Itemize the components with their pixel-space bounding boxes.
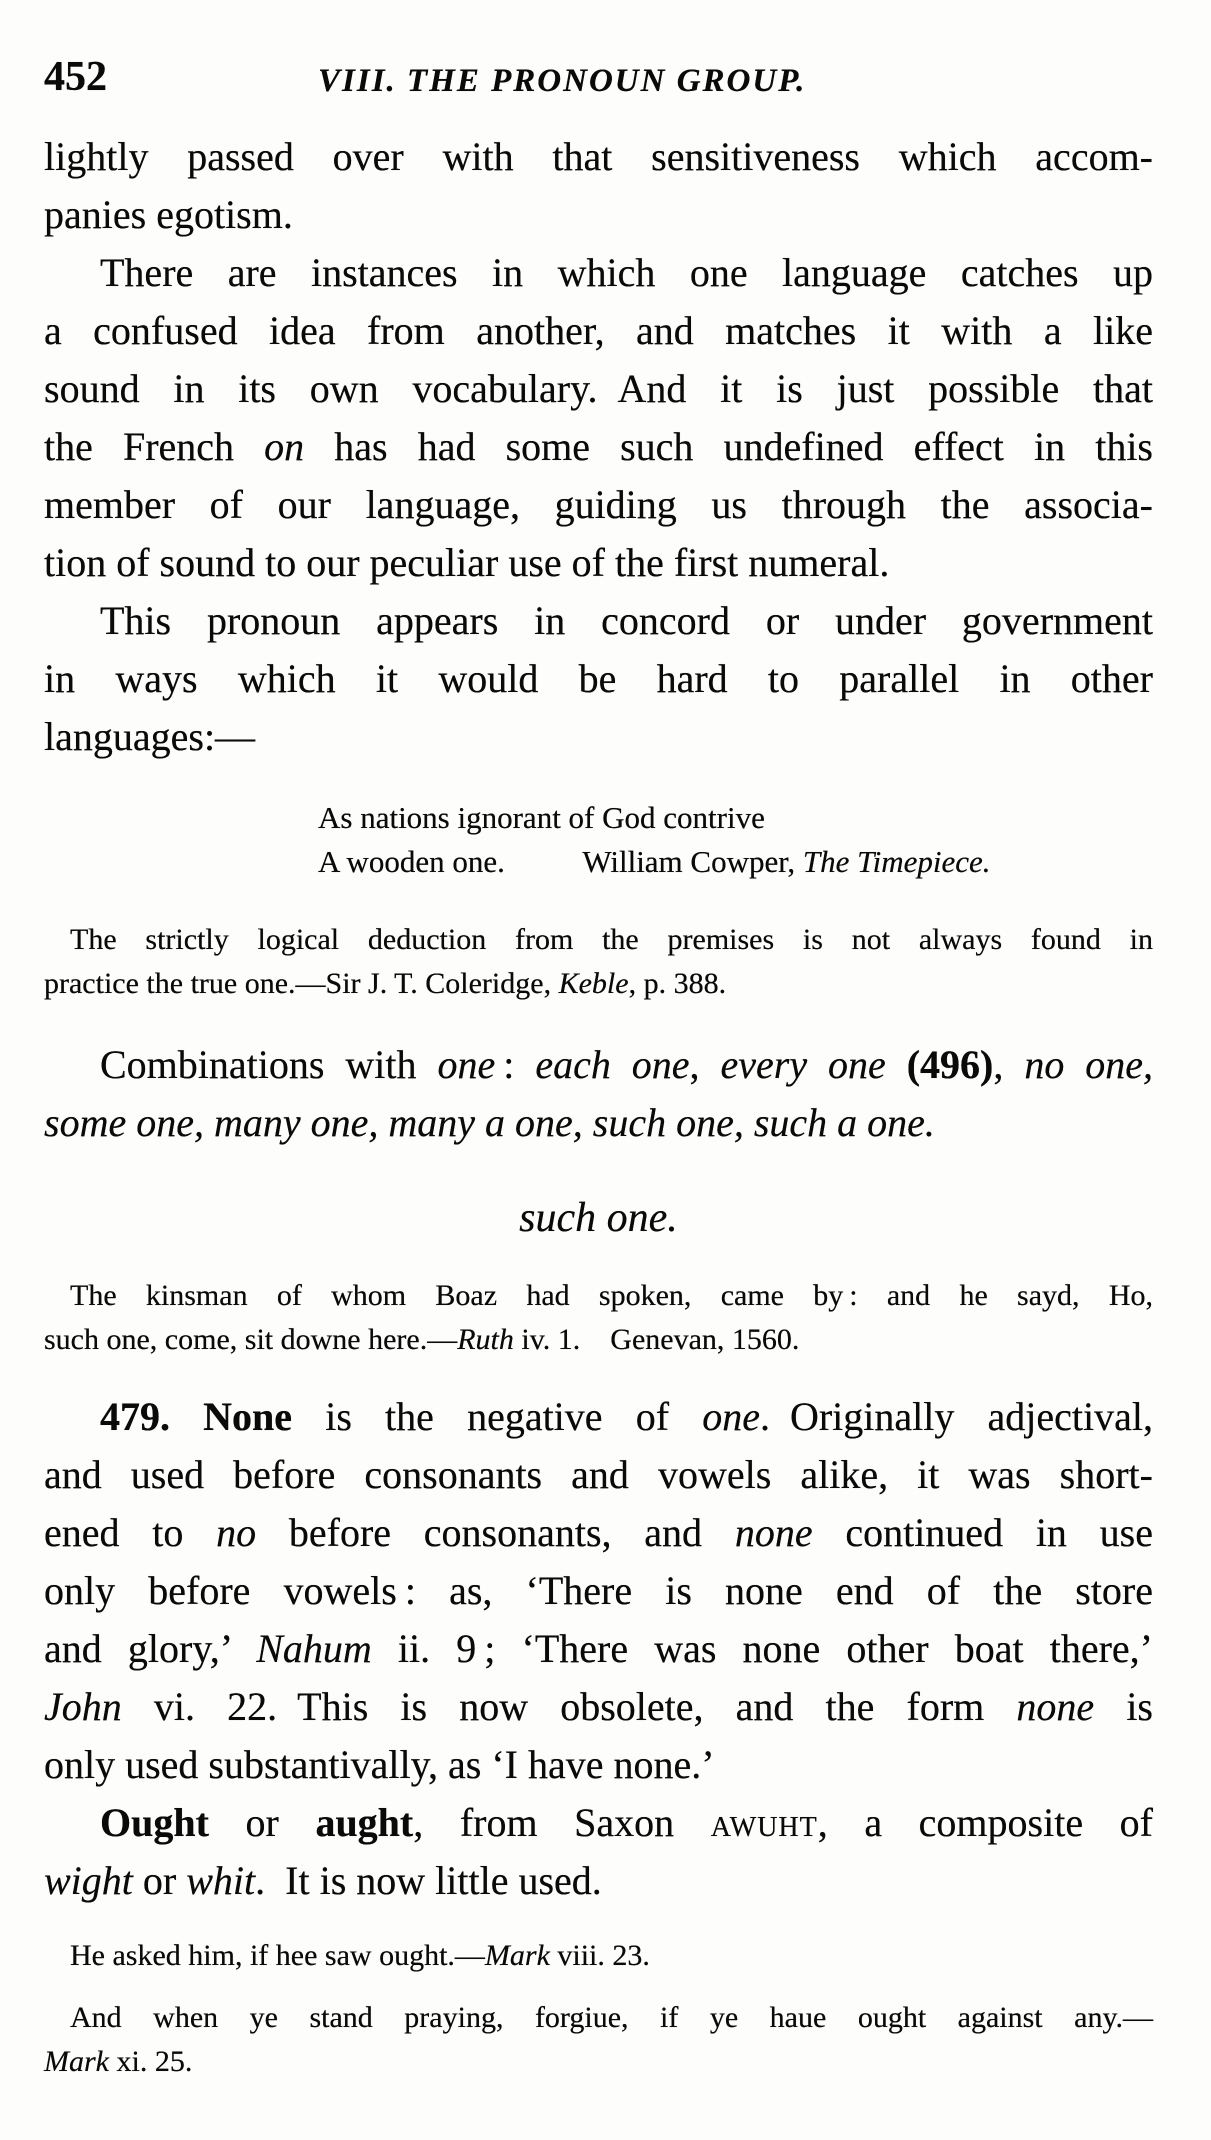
text-line: And when ye stand praying, forgiue, if ye haue ought against any.— (70, 2001, 1153, 2034)
text-line: The kinsman of whom Boaz had spoken, came by : and he sayd, Ho, (70, 1279, 1153, 1312)
text-line: only before vowels : as, ‘There is none end of the store (44, 1568, 1153, 1613)
text-line: The strictly logical deduction from the premises is not always found in (70, 923, 1153, 956)
text-line: practice the true one.—Sir J. T. Coleridge, Keble, p. 388. (44, 967, 727, 1000)
verse-quote-cowper (318, 796, 1153, 884)
running-title: VIII. THE PRONOUN GROUP. (318, 63, 807, 99)
quote-mark-xi (44, 1996, 1153, 2084)
paragraph-combinations-with-one (44, 1036, 1153, 1152)
text-line: some one, many one, many a one, such one, such a one. (44, 1100, 935, 1145)
text-line: This pronoun appears in concord or under government (100, 598, 1153, 643)
paragraph-language-catches (44, 244, 1153, 592)
text-line: languages:— (44, 714, 256, 759)
text-line: and glory,’ Nahum ii. 9 ; ‘There was none other boat there,’ (44, 1626, 1153, 1671)
text-line: only used substantivally, as ‘I have none.’ (44, 1742, 715, 1787)
text-line: sound in its own vocabulary. And it is just possible that (44, 366, 1153, 411)
subheading-such-one (44, 1194, 1153, 1242)
text-line: lightly passed over with that sensitiveness which accom- (44, 134, 1153, 179)
text-line: He asked him, if hee saw ought.—Mark viii. 23. (70, 1939, 650, 1972)
text-line: Ought or aught, from Saxon awuht, a composite of (100, 1800, 1153, 1845)
text-line: and used before consonants and vowels alike, it was short- (44, 1452, 1153, 1497)
text-line: As nations ignorant of God contrive (318, 800, 765, 835)
text-line: panies egotism. (44, 192, 293, 237)
quote-ruth-genevan (44, 1274, 1153, 1362)
text-line: There are instances in which one language catches up (100, 250, 1153, 295)
text-line: A wooden one. William Cowper, The Timepiece. (318, 844, 991, 879)
text-line: member of our language, guiding us through the associa- (44, 482, 1153, 527)
page-body (0, 128, 1211, 2084)
text-line: tion of sound to our peculiar use of the first numeral. (44, 540, 890, 585)
text-line: ened to no before consonants, and none continued in use (44, 1510, 1154, 1555)
paragraph-ought-aught (44, 1794, 1153, 1910)
text-line: Mark xi. 25. (44, 2045, 193, 2078)
quote-coleridge (44, 918, 1153, 1006)
paragraph-479-none (44, 1388, 1153, 1794)
text-line: in ways which it would be hard to parallel in other (44, 656, 1153, 701)
text-line: John vi. 22. This is now obsolete, and the form none is (44, 1684, 1153, 1729)
paragraph-egotism-continuation (44, 128, 1153, 244)
text-line: a confused idea from another, and matches it with a like (44, 308, 1153, 353)
text-line: such one. (519, 1195, 678, 1241)
text-line: 479. None is the negative of one. Originally adjectival, (100, 1394, 1153, 1439)
text-line: the French on has had some such undefined effect in this (44, 424, 1154, 469)
text-line: wight or whit. It is now little used. (44, 1858, 602, 1903)
quote-mark-viii (44, 1934, 1153, 1978)
page-header (0, 52, 1211, 102)
page-number: 452 (44, 54, 107, 100)
text-line: Combinations with one : each one, every one (496), no one, (100, 1042, 1154, 1087)
text-line: such one, come, sit downe here.—Ruth iv. 1. Genevan, 1560. (44, 1323, 800, 1356)
paragraph-pronoun-concord (44, 592, 1153, 766)
